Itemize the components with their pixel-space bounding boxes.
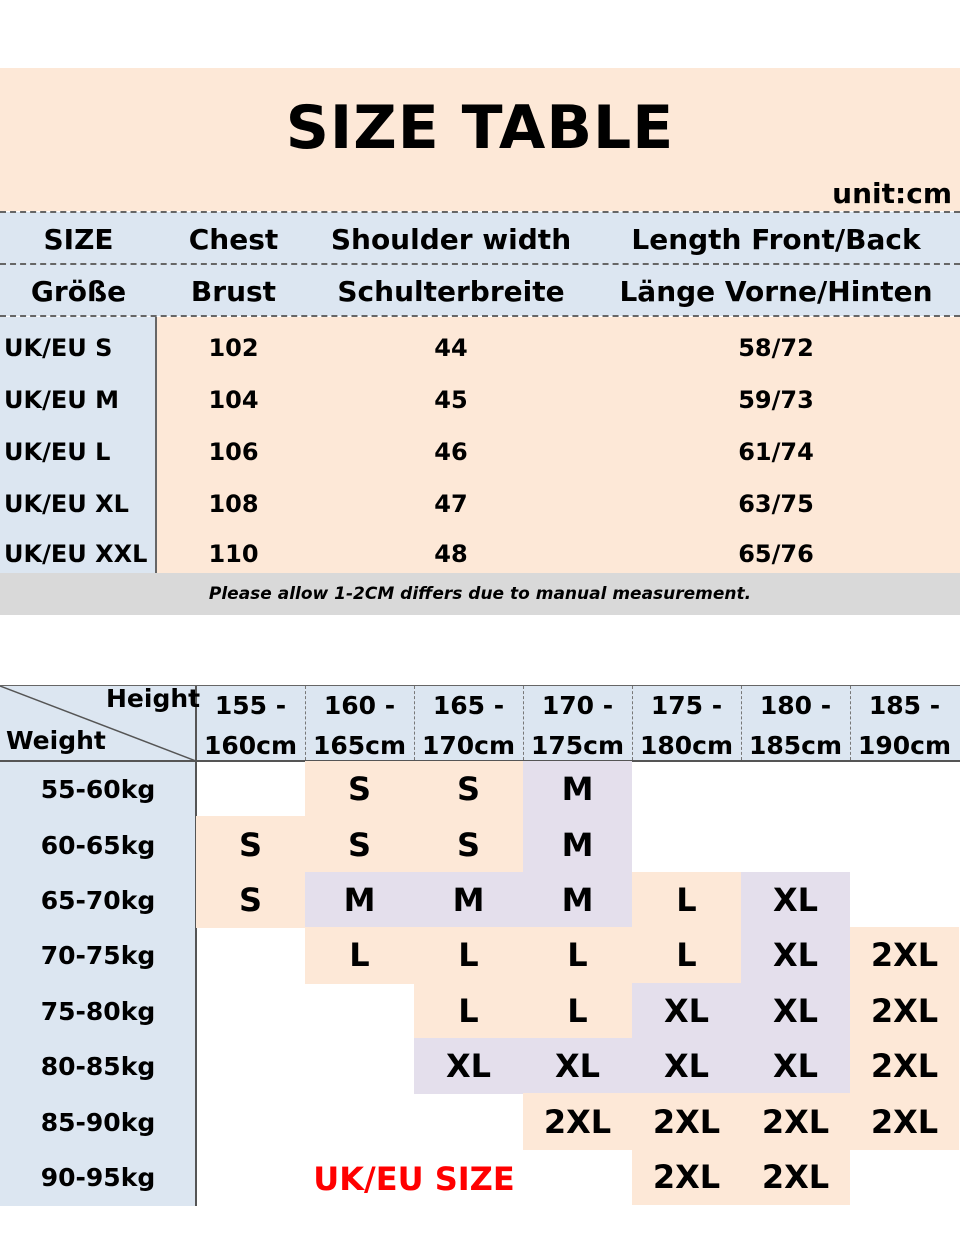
- size-cell-chest: 108: [208, 490, 259, 518]
- size-cell-shoulder: 47: [434, 490, 468, 518]
- size-recommendation-cell: L: [632, 927, 741, 983]
- size-recommendation-cell: 2XL: [523, 1093, 632, 1149]
- size-recommendation-cell: 2XL: [850, 1038, 959, 1094]
- size-recommendation-cell: 2XL: [741, 1149, 850, 1205]
- weight-row-label: 60-65kg: [40, 830, 156, 860]
- weight-row-label: 70-75kg: [40, 941, 156, 971]
- size-cell-shoulder: 45: [434, 386, 468, 414]
- weight-row-label: 65-70kg: [40, 885, 156, 915]
- size-recommendation-cell: XL: [632, 1038, 741, 1094]
- height-header-from: 185 -: [868, 690, 941, 720]
- size-cell-size: UK/EU L: [4, 438, 111, 466]
- size-recommendation-cell: 2XL: [850, 1093, 959, 1149]
- height-header-from: 175 -: [650, 690, 723, 720]
- size-recommendation-cell: L: [632, 872, 741, 928]
- size-recommendation-cell: S: [305, 816, 414, 872]
- page-title: SIZE TABLE: [285, 93, 675, 163]
- header-schulterbreite: Schulterbreite: [337, 274, 565, 308]
- size-recommendation-cell: M: [523, 872, 632, 928]
- height-header-from: 160 -: [323, 690, 396, 720]
- height-header-to: 190cm: [857, 730, 952, 760]
- height-header-to: 180cm: [639, 730, 734, 760]
- size-recommendation-cell: S: [305, 761, 414, 817]
- weight-row-label: 90-95kg: [40, 1162, 156, 1192]
- size-recommendation-cell: M: [414, 872, 523, 928]
- size-cell-size: UK/EU M: [4, 386, 119, 414]
- header-groesse: Größe: [30, 274, 127, 308]
- size-cell-chest: 104: [208, 386, 259, 414]
- size-recommendation-cell: XL: [741, 927, 850, 983]
- measurement-note: Please allow 1-2CM differs due to manual measurement.: [208, 584, 752, 604]
- height-header-from: 165 -: [432, 690, 505, 720]
- height-header-from: 180 -: [759, 690, 832, 720]
- weight-row-label: 55-60kg: [40, 775, 156, 805]
- size-recommendation-cell: 2XL: [741, 1093, 850, 1149]
- height-axis-label: Height: [106, 684, 201, 713]
- size-cell-length: 63/75: [738, 490, 814, 518]
- height-header-from: 155 -: [214, 690, 287, 720]
- size-cell-chest: 106: [208, 438, 259, 466]
- size-cell-size: UK/EU XL: [4, 490, 129, 518]
- size-recommendation-cell: XL: [741, 983, 850, 1039]
- size-recommendation-cell: L: [305, 927, 414, 983]
- size-cell-shoulder: 48: [434, 540, 468, 568]
- height-header-to: 170cm: [421, 730, 516, 760]
- size-recommendation-cell: S: [196, 872, 305, 928]
- size-cell-length: 58/72: [738, 334, 814, 362]
- size-cell-size: UK/EU XXL: [4, 540, 148, 568]
- weight-axis-label: Weight: [6, 726, 106, 755]
- size-recommendation-cell: L: [523, 983, 632, 1039]
- size-recommendation-cell: S: [196, 816, 305, 872]
- size-cell-length: 65/76: [738, 540, 814, 568]
- size-recommendation-cell: M: [523, 761, 632, 817]
- height-header-to: 165cm: [312, 730, 407, 760]
- size-cell-length: 61/74: [738, 438, 814, 466]
- size-recommendation-cell: XL: [523, 1038, 632, 1094]
- unit-label: unit:cm: [832, 177, 952, 210]
- size-cell-shoulder: 46: [434, 438, 468, 466]
- header-size: SIZE: [43, 222, 114, 256]
- size-recommendation-cell: 2XL: [850, 983, 959, 1039]
- size-recommendation-cell: L: [523, 927, 632, 983]
- size-cell-chest: 110: [208, 540, 259, 568]
- header-shoulder: Shoulder width: [330, 222, 572, 256]
- size-recommendation-cell: XL: [741, 1038, 850, 1094]
- size-recommendation-cell: S: [414, 816, 523, 872]
- weight-row-label: 80-85kg: [40, 1052, 156, 1082]
- size-recommendation-cell: XL: [414, 1038, 523, 1094]
- size-cell-shoulder: 44: [434, 334, 468, 362]
- header-brust: Brust: [190, 274, 277, 308]
- region-label: UK/EU SIZE: [313, 1160, 515, 1198]
- size-recommendation-cell: L: [414, 983, 523, 1039]
- size-recommendation-cell: XL: [741, 872, 850, 928]
- height-header-to: 185cm: [748, 730, 843, 760]
- size-recommendation-cell: S: [414, 761, 523, 817]
- height-header-from: 170 -: [541, 690, 614, 720]
- header-laenge: Länge Vorne/Hinten: [619, 274, 933, 308]
- size-recommendation-cell: M: [305, 872, 414, 928]
- size-recommendation-cell: 2XL: [850, 927, 959, 983]
- weight-row-label: 85-90kg: [40, 1107, 156, 1137]
- size-recommendation-cell: L: [414, 927, 523, 983]
- size-cell-chest: 102: [208, 334, 259, 362]
- weight-row-label: 75-80kg: [40, 996, 156, 1026]
- size-cell-size: UK/EU S: [4, 334, 113, 362]
- size-recommendation-cell: 2XL: [632, 1149, 741, 1205]
- size-recommendation-cell: M: [523, 816, 632, 872]
- height-header-to: 160cm: [203, 730, 298, 760]
- size-recommendation-cell: XL: [632, 983, 741, 1039]
- size-recommendation-cell: 2XL: [632, 1093, 741, 1149]
- header-length: Length Front/Back: [631, 222, 921, 256]
- height-header-to: 175cm: [530, 730, 625, 760]
- size-cell-length: 59/73: [738, 386, 814, 414]
- header-chest: Chest: [188, 222, 279, 256]
